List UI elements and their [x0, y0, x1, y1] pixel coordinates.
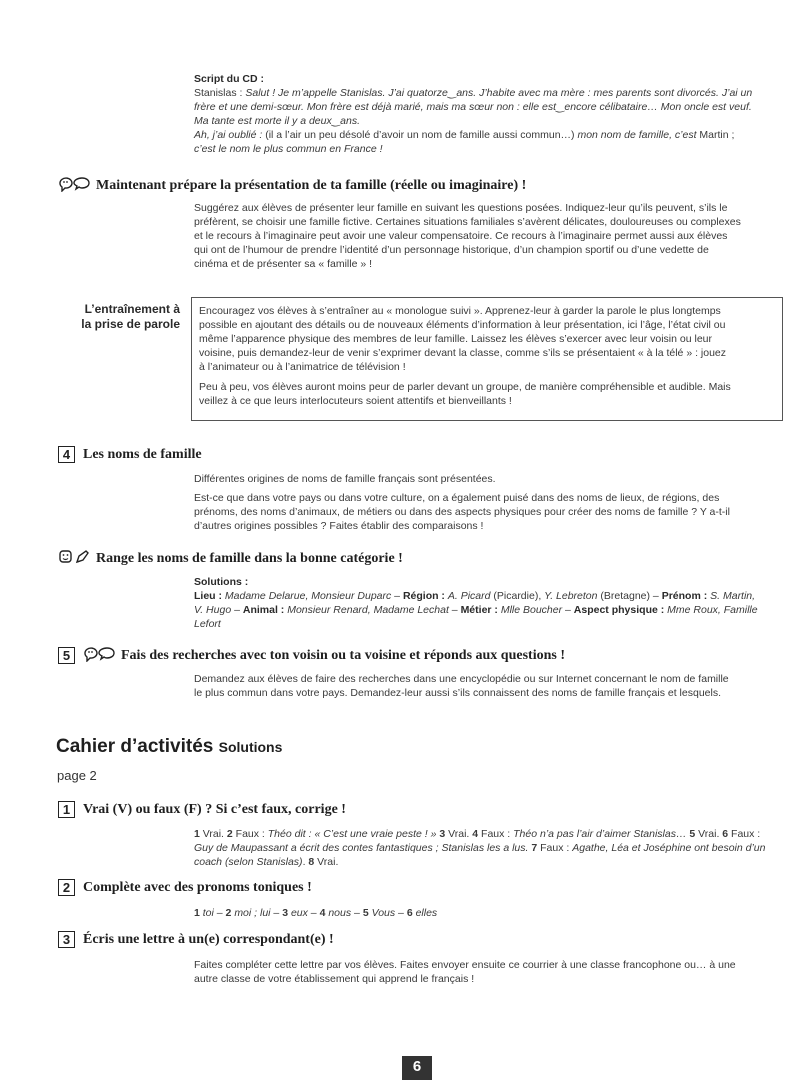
text-line: et le recours à l’imaginaire peut avoir une valeur compensatoire. Ce recours à l’imaginaire permet aussi aux élèves: [194, 230, 728, 242]
category-prenom: Prénom :: [661, 590, 711, 602]
answer-segment: Vrai.: [317, 856, 339, 868]
sidebar-line: L’entraînement à: [84, 302, 180, 316]
script-line: Ah, j’ai oublié :: [194, 129, 266, 141]
section-number: 1: [58, 801, 75, 818]
answer-segment: 4: [319, 907, 329, 919]
section-4-text: [194, 472, 790, 533]
answer-segment: –: [213, 907, 226, 919]
text-line: d’autres origines possibles ? Faites établir des comparaisons !: [194, 520, 484, 532]
answer: V. Hugo: [194, 604, 232, 616]
text-line: Différentes origines de noms de famille français sont présentées.: [194, 473, 496, 485]
text-line: même l’apparence physique des membres de leur famille. Laissez les élèves s’exercer avec leur voisin ou leur: [199, 333, 712, 345]
presentation-heading: [58, 176, 526, 197]
answer-line: [194, 906, 790, 920]
text-line: qui ont de l’humour de prendre l’identité d’un personnage historique, d’un champion sportif ou d’une vedette de: [194, 244, 709, 256]
answer-segment: 1: [194, 907, 203, 919]
cahier-title: Cahier d’activités: [56, 736, 219, 757]
page-number: 6: [402, 1056, 432, 1080]
answer-segment: –: [307, 907, 320, 919]
dash: –: [650, 590, 662, 602]
answer-segment: Guy de Maupassant a écrit des contes fantastiques ; Stanislas les a lus.: [194, 842, 532, 854]
script-aside: (il a l’air un peu désolé d’avoir un nom de famille aussi commun…): [265, 129, 578, 141]
answer-line: [194, 855, 790, 869]
dash: –: [448, 604, 461, 616]
script-line: Ma tante est morte il y a deux‿ans.: [194, 115, 361, 127]
text-line: cinéma et de présenter sa « famille » !: [194, 258, 373, 270]
section-number: 3: [58, 931, 75, 948]
range-solutions: [194, 575, 790, 631]
text-line: possible en ajoutant des détails ou de nouveaux éléments d’information à leur présentation, ici l’âge, l’état civil ou: [199, 319, 726, 331]
answer-segment: Vrai.: [698, 828, 723, 840]
answer-segment: .: [302, 856, 309, 868]
text-line: Faites compléter cette lettre par vos élèves. Faites envoyer ensuite ce courrier à une classe francophone ou… à une: [194, 959, 736, 971]
section-4-title: Les noms de famille: [83, 447, 202, 462]
answer-segment: –: [351, 907, 363, 919]
answer-segment: 6: [722, 828, 732, 840]
answer-segment: Faux :: [731, 828, 761, 840]
script-speaker: Stanislas :: [194, 87, 246, 99]
text-line: voisine, puis demandez-leur de venir s’exprimer devant la classe, comme s’ils se présentaient « à la télé » : jouez: [199, 347, 727, 359]
text-line: préfèrent, se choisir une famille fictive. Certaines situations familiales s’avèrent délicates, douloureuses ou complexes: [194, 216, 741, 228]
answer-segment: 5: [362, 907, 372, 919]
dash: –: [562, 604, 574, 616]
answer: A. Picard: [447, 590, 494, 602]
cahier-2-title: Complète avec des pronoms toniques !: [83, 880, 312, 895]
script-line: c’est le nom le plus commun en France !: [194, 143, 383, 155]
category-aspect: Aspect physique :: [573, 604, 668, 616]
answer-segment: –: [270, 907, 283, 919]
cahier-page: page 2: [57, 768, 97, 783]
answer-segment: eux: [290, 907, 308, 919]
cahier-1-title: Vrai (V) ou faux (F) ? Si c’est faux, corrige !: [83, 802, 346, 817]
answer: S. Martin,: [710, 590, 756, 602]
text-line: à l’animateur ou à l’animatrice de télévision !: [199, 361, 406, 373]
answer-segment: Faux :: [540, 842, 573, 854]
answer: Mlle Boucher: [500, 604, 563, 616]
text-line: prénoms, des noms d’animaux, de métiers ou dans des aspects physiques pour créer des noms de famille ? Y a-t-il: [194, 506, 730, 518]
answer-segment: moi ; lui: [234, 907, 271, 919]
text-line: le plus commun dans votre pays. Demandez-leur aussi s’ils connaissent des noms de famille français et lesquels.: [194, 687, 721, 699]
section-number: 4: [58, 446, 75, 463]
script-line: mon nom de famille, c’est: [577, 129, 700, 141]
text-line: veillez à ce que leurs interlocuteurs soient attentifs et bienveillants !: [199, 395, 512, 407]
answer-segment: –: [395, 907, 407, 919]
answer-segment: 2: [225, 907, 235, 919]
section-5-heading: [58, 646, 565, 667]
script-line: Martin ;: [699, 129, 735, 141]
answer: Mme Roux, Famille: [667, 604, 758, 616]
cahier-1-answers: [194, 827, 790, 869]
answer-segment: 1: [194, 828, 203, 840]
answer-segment: Faux :: [481, 828, 514, 840]
answer-segment: 4: [472, 828, 482, 840]
entrainement-sidebar: [40, 302, 180, 332]
cahier-3-text: [194, 958, 790, 986]
cahier-heading: [56, 736, 282, 758]
cahier-2-answers: [194, 906, 790, 920]
solutions-label: Solutions :: [194, 576, 249, 588]
category-animal: Animal :: [242, 604, 288, 616]
cahier-2-heading: [58, 879, 312, 896]
answer-segment: toi: [202, 907, 214, 919]
section-5-text: [194, 672, 790, 700]
answer-line: [194, 841, 790, 855]
answer: (Bretagne): [600, 590, 651, 602]
presentation-text: [194, 201, 790, 271]
sidebar-line: la prise de parole: [81, 317, 180, 331]
answer: Y. Lebreton: [544, 590, 601, 602]
speech-bubbles-icon: [58, 176, 90, 197]
category-lieu: Lieu :: [194, 590, 225, 602]
answer-segment: elles: [415, 907, 438, 919]
cahier-3-title: Écris une lettre à un(e) correspondant(e) !: [83, 932, 334, 947]
answer-segment: 8: [308, 856, 318, 868]
answer-segment: Agathe, Léa et Joséphine ont besoin d’un: [572, 842, 766, 854]
text-line: Demandez aux élèves de faire des recherches dans une encyclopédie ou sur Internet concernant le nom de famille: [194, 673, 729, 685]
answer-segment: coach: [194, 856, 225, 868]
answer-segment: (selon Stanislas): [224, 856, 303, 868]
section-number: 2: [58, 879, 75, 896]
range-title: Range les noms de famille dans la bonne catégorie !: [96, 551, 403, 566]
answer: (Picardie),: [493, 590, 545, 602]
range-heading: [58, 549, 403, 570]
category-region: Région :: [402, 590, 448, 602]
answer: Madame Delarue, Monsieur Duparc: [224, 590, 392, 602]
presentation-title: Maintenant prépare la présentation de ta famille (réelle ou imaginaire) !: [96, 178, 527, 193]
text-line: autre classe de votre établissement qui apprend le français !: [194, 973, 475, 985]
section-5-title: Fais des recherches avec ton voisin ou ta voisine et réponds aux questions !: [121, 648, 565, 663]
script-label: Script du CD :: [194, 73, 264, 85]
face-pencil-icon: [58, 549, 90, 570]
answer-segment: 5: [689, 828, 699, 840]
answer-segment: Vrai.: [448, 828, 473, 840]
answer: Lefort: [194, 618, 221, 630]
cd-script: [194, 72, 790, 156]
script-line: frère et une demi-sœur. Mon frère est déjà marié, mais ma sœur non : elle est‿encore célibataire… Mon oncle est veuf.: [194, 101, 752, 113]
section-number: 5: [58, 647, 75, 664]
speech-bubbles-icon: [83, 646, 115, 667]
text-line: Peu à peu, vos élèves auront moins peur de parler devant un groupe, de manière compréhensible et audible. Mais: [199, 381, 731, 393]
answer-segment: Vous: [371, 907, 396, 919]
answer-segment: Vrai.: [202, 828, 227, 840]
answer-segment: 6: [406, 907, 416, 919]
answer-segment: Faux :: [235, 828, 268, 840]
text-line: Encouragez vos élèves à s’entraîner au « monologue suivi ». Apprenez-leur à garder la parole le plus longtemps: [199, 305, 721, 317]
answer-segment: 3: [439, 828, 449, 840]
answer: Monsieur Renard, Madame Lechat: [287, 604, 449, 616]
answer-segment: 7: [531, 842, 541, 854]
cahier-3-heading: [58, 931, 334, 948]
section-4-heading: [58, 446, 202, 463]
answer-line: [194, 827, 790, 841]
answer-segment: 2: [226, 828, 236, 840]
text-line: Est-ce que dans votre pays ou dans votre culture, on a également puisé dans des noms de lieux, de régions, des: [194, 492, 720, 504]
answer-segment: Théo dit : « C’est une vraie peste ! »: [267, 828, 440, 840]
entrainement-box: [191, 297, 783, 421]
answer-segment: Théo n’a pas l’air d’aimer Stanislas…: [513, 828, 690, 840]
category-metier: Métier :: [460, 604, 501, 616]
answer-segment: 3: [282, 907, 291, 919]
dash: –: [391, 590, 403, 602]
answer-segment: nous: [328, 907, 352, 919]
cahier-subtitle: Solutions: [218, 739, 283, 755]
dash: –: [231, 604, 243, 616]
text-line: Suggérez aux élèves de présenter leur famille en suivant les questions posées. Indiquez-leur qu’ils peuvent, s’ils le: [194, 202, 728, 214]
script-line: Salut ! Je m’appelle Stanislas. J’ai quatorze‿ans. J’habite avec ma mère : mes parents sont divorcés. J’ai un: [245, 87, 753, 99]
cahier-1-heading: [58, 801, 346, 818]
